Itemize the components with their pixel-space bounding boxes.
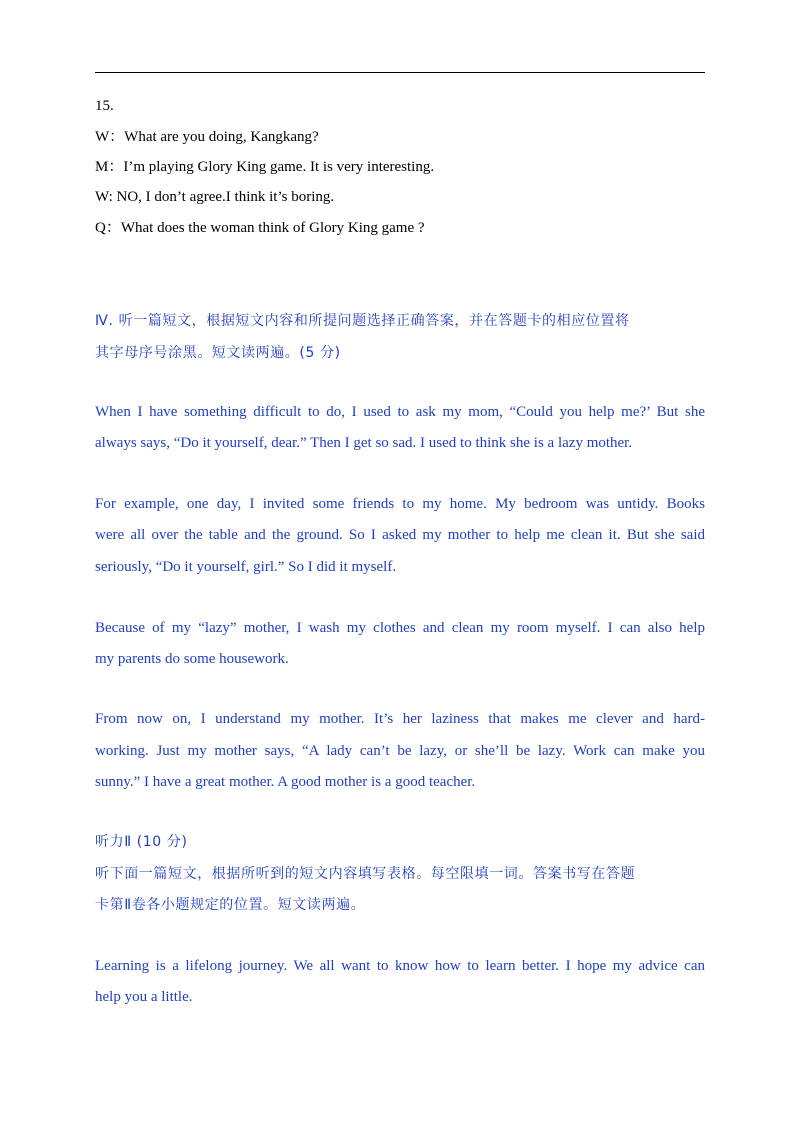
dialogue-question: Q：What does the woman think of Glory King game ?: [95, 220, 425, 236]
passage-line: Because of my “lazy” mother, I wash my clothes and clean my room myself. I can also help: [95, 620, 705, 636]
section-instruction: 其字母序号涂黑。短文读两遍。(5 分): [95, 345, 341, 361]
passage-line: Learning is a lifelong journey. We all want to know how to learn better. I hope my advice can: [95, 958, 705, 974]
passage-line: When I have something difficult to do, I used to ask my mom, “Could you help me?’ But she: [95, 404, 705, 420]
dialogue-line: W: NO, I don’t agree.I think it’s boring.: [95, 189, 335, 205]
passage-line: always says, “Do it yourself, dear.” Then I get so sad. I used to think she is a lazy mother.: [95, 435, 633, 451]
dialogue-line: M：I’m playing Glory King game. It is very interesting.: [95, 159, 435, 175]
passage-line: help you a little.: [95, 989, 193, 1005]
question-number: 15.: [95, 98, 114, 114]
passage-line: working. Just my mother says, “A lady can’t be lazy, or she’ll be lazy. Work can make you: [95, 743, 705, 759]
section-instruction: 听下面一篇短文，根据所听到的短文内容填写表格。每空限填一词。答案书写在答题: [95, 866, 636, 882]
passage-line: were all over the table and the ground. So I asked my mother to help me clean it. But she said: [95, 527, 705, 543]
section-instruction: 卡第Ⅱ卷各小题规定的位置。短文读两遍。: [95, 897, 366, 913]
passage-line: From now on, I understand my mother. It’s her laziness that makes me clever and hard-: [95, 711, 705, 727]
header-rule: [95, 72, 705, 73]
passage-line: For example, one day, I invited some friends to my home. My bedroom was untidy. Books: [95, 496, 705, 512]
passage-line: sunny.” I have a great mother. A good mother is a good teacher.: [95, 774, 476, 790]
section-instruction: Ⅳ. 听一篇短文，根据短文内容和所提问题选择正确答案，并在答题卡的相应位置将: [95, 313, 630, 329]
passage-line: seriously, “Do it yourself, girl.” So I did it myself.: [95, 559, 397, 575]
passage-line: my parents do some housework.: [95, 651, 289, 667]
section-heading: 听力Ⅱ (10 分): [95, 834, 188, 850]
dialogue-line: W：What are you doing, Kangkang?: [95, 129, 319, 145]
